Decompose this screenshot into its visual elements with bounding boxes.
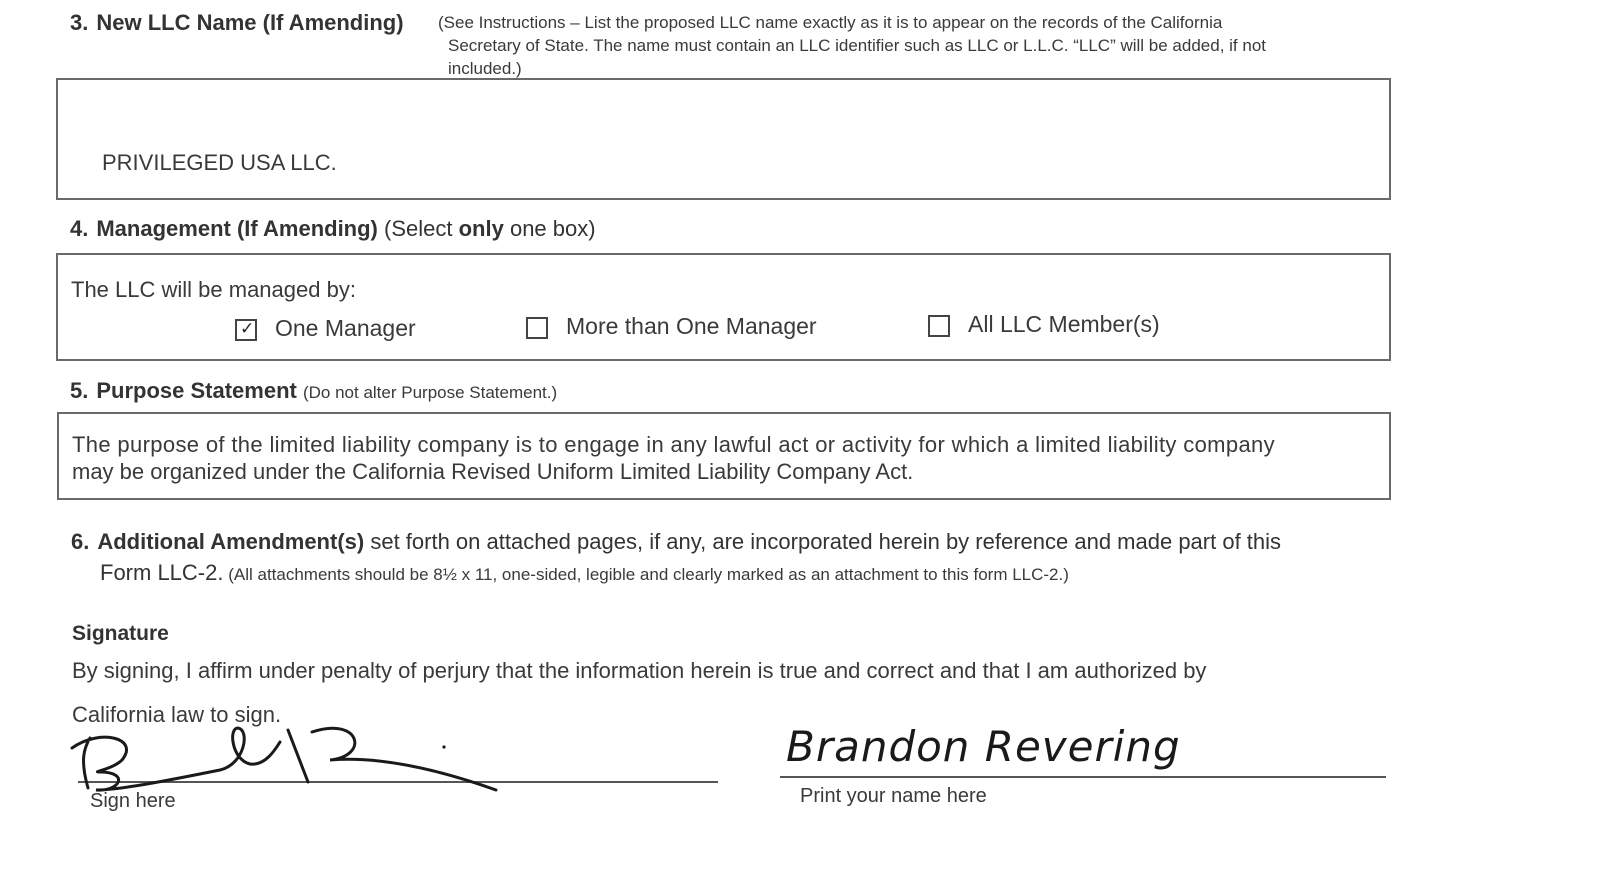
signature-heading: Signature	[72, 622, 169, 645]
management-box	[56, 253, 1391, 361]
section-note: (Do not alter Purpose Statement.)	[302, 383, 558, 402]
printed-name-line[interactable]	[780, 776, 1386, 778]
sign-here-label: Sign here	[90, 790, 176, 812]
section-title: Additional Amendment(s)	[97, 529, 365, 554]
option-label: All LLC Member(s)	[968, 311, 1160, 337]
purpose-text-line2: may be organized under the California Revised Uniform Limited Liability Company Act.	[72, 459, 914, 484]
section-title: Purpose Statement	[96, 378, 297, 403]
section-title: Management (If Amending)	[96, 216, 378, 241]
option-label: One Manager	[275, 315, 416, 341]
llc-name-field[interactable]	[56, 78, 1391, 200]
option-label: More than One Manager	[566, 313, 817, 339]
section-number: 4.	[70, 216, 89, 241]
section-6-line2	[100, 560, 1069, 586]
attachment-note: (All attachments should be 8½ x 11, one-sided, legible and clearly marked as an attachment to this form LLC-2.)	[223, 565, 1069, 584]
section-3-instructions-line1: (See Instructions – List the proposed LLC name exactly as it is to appear on the records of the California	[438, 13, 1223, 32]
section-5-heading	[70, 378, 557, 404]
purpose-statement-box	[57, 412, 1391, 500]
option-more-than-one-manager[interactable]	[526, 313, 817, 340]
checkmark-icon: ✓	[240, 318, 255, 338]
affirmation-line1: By signing, I affirm under penalty of perjury that the information herein is true and correct and that I am authorized by	[72, 658, 1207, 683]
section-title: New LLC Name (If Amending)	[96, 10, 404, 35]
option-one-manager[interactable]	[235, 315, 416, 342]
signature-scribble-icon	[60, 720, 520, 800]
checkbox-unchecked[interactable]	[526, 317, 548, 339]
checkbox-unchecked[interactable]	[928, 315, 950, 337]
section-note-emphasis: only	[458, 216, 504, 241]
management-prompt: The LLC will be managed by:	[71, 277, 356, 302]
option-all-llc-members[interactable]	[928, 311, 1160, 338]
printed-name-value: Brandon Revering	[786, 722, 1181, 771]
llc-name-value: PRIVILEGED USA LLC.	[102, 150, 337, 175]
section-3-instructions-line3: included.)	[448, 59, 522, 78]
section-4-heading	[70, 216, 596, 242]
section-note: one box)	[503, 216, 596, 241]
section-3-instructions-line2: Secretary of State. The name must contain an LLC identifier such as LLC or L.L.C. “LLC” will be added, if not	[448, 36, 1267, 55]
checkbox-checked[interactable]	[235, 319, 257, 341]
section-3-heading	[70, 10, 404, 36]
section-text: set forth on attached pages, if any, are incorporated herein by reference and made part of this	[364, 529, 1282, 554]
section-number: 3.	[70, 10, 89, 35]
section-number: 5.	[70, 378, 89, 403]
affirmation-line2: California law to sign.	[72, 702, 282, 727]
purpose-text-line1: The purpose of the limited liability company is to engage in any lawful act or activity for which a limited liability company	[72, 432, 1275, 457]
section-number: 6.	[71, 529, 90, 554]
form-name: Form LLC-2.	[100, 560, 224, 585]
section-6-heading	[71, 529, 1281, 555]
section-note: (Select	[384, 216, 459, 241]
print-name-label: Print your name here	[800, 785, 987, 807]
